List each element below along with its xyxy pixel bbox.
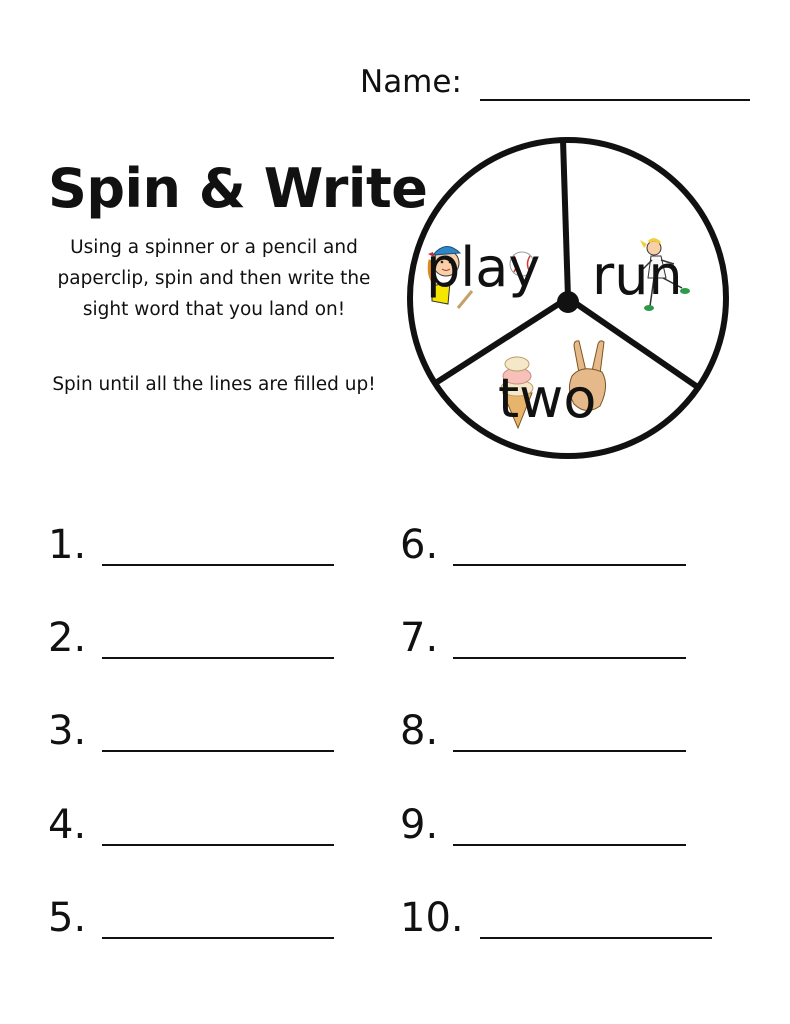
answer-blank[interactable] [453, 657, 686, 659]
answer-line-6 [400, 522, 700, 572]
answer-blank[interactable] [453, 750, 686, 752]
answer-line-4 [48, 802, 348, 852]
spinner-word-play: play [426, 236, 541, 299]
answer-blank[interactable] [480, 937, 712, 939]
line-number: 8. [400, 708, 439, 754]
name-label: Name: [360, 64, 462, 100]
line-number: 10. [400, 895, 464, 941]
line-number: 7. [400, 615, 439, 661]
answer-blank[interactable] [453, 844, 686, 846]
name-input-line[interactable] [480, 99, 750, 101]
line-number: 5. [48, 895, 87, 941]
line-number: 4. [48, 802, 87, 848]
answer-line-10 [400, 895, 720, 945]
line-number: 9. [400, 802, 439, 848]
spinner-wheel[interactable] [406, 136, 730, 460]
answer-blank[interactable] [102, 937, 334, 939]
answer-line-2 [48, 615, 348, 665]
answer-blank[interactable] [453, 564, 686, 566]
line-number: 2. [48, 615, 87, 661]
answer-blank[interactable] [102, 750, 334, 752]
line-number: 1. [48, 522, 87, 568]
answer-line-5 [48, 895, 348, 945]
answer-blank[interactable] [102, 657, 334, 659]
answer-line-7 [400, 615, 700, 665]
line-number: 6. [400, 522, 439, 568]
spinner-word-two: two [498, 367, 597, 430]
name-field-row [358, 62, 758, 106]
answer-line-3 [48, 708, 348, 758]
line-number: 3. [48, 708, 87, 754]
spinner-word-run: run [592, 244, 683, 307]
spinner-center-pin [557, 291, 579, 313]
answer-line-9 [400, 802, 700, 852]
instructions-note: Spin until all the lines are filled up! [52, 374, 376, 395]
answer-line-8 [400, 708, 700, 758]
answer-blank[interactable] [102, 564, 334, 566]
answer-line-1 [48, 522, 348, 572]
instructions-text: Using a spinner or a pencil and paperclip, spin and then write the sight word that you land on! [57, 237, 371, 320]
page-title: Spin & Write [48, 157, 428, 220]
answer-blank[interactable] [102, 844, 334, 846]
